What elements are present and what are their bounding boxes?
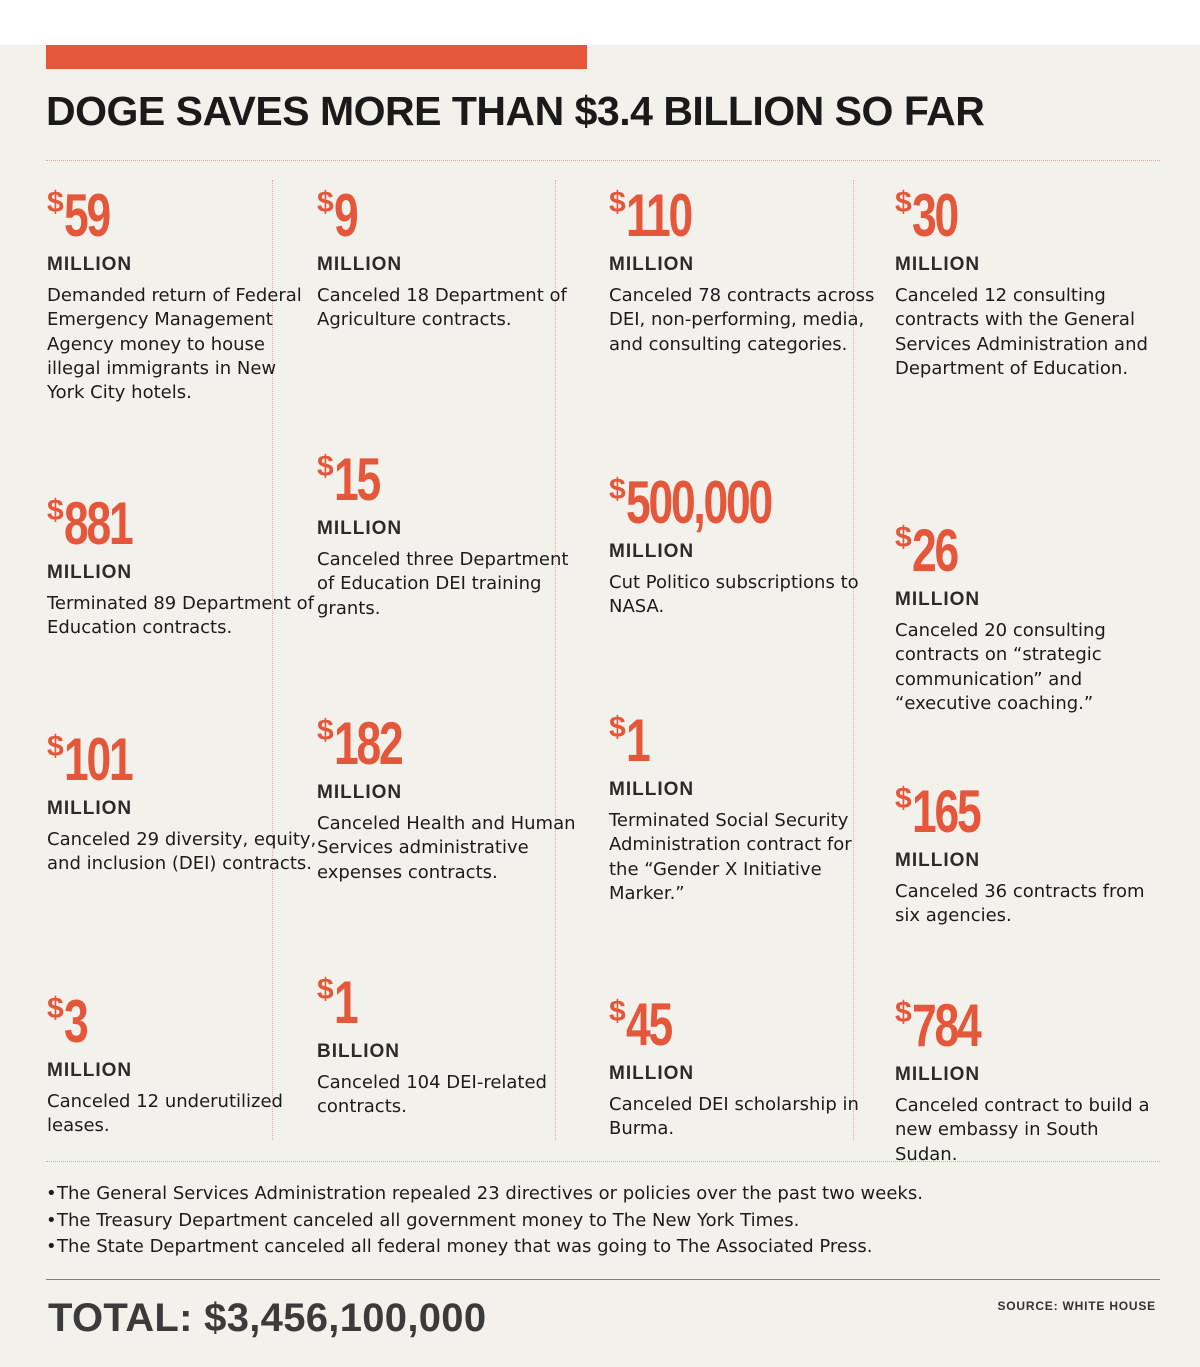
currency-symbol: $: [47, 730, 64, 763]
amount: [47, 182, 317, 249]
item-description: Canceled contract to build a new embassy in South Sudan.: [895, 1095, 1150, 1165]
amount-unit: MILLION: [609, 779, 695, 800]
amount-value: 110: [625, 182, 691, 249]
currency-symbol: $: [895, 996, 912, 1029]
amount: [895, 778, 1165, 845]
amount-unit: MILLION: [47, 562, 133, 583]
currency-symbol: $: [317, 450, 334, 483]
amount-value: 15: [333, 446, 379, 513]
savings-item: [47, 988, 317, 1139]
currency-symbol: $: [895, 521, 912, 554]
divider-top: [46, 160, 1160, 161]
item-description: Canceled 29 diversity, equity, and inclusion (DEI) contracts.: [47, 829, 317, 875]
amount-value: 45: [625, 991, 671, 1058]
amount-unit: MILLION: [609, 541, 695, 562]
amount: [317, 446, 587, 513]
item-description: Canceled 20 consulting contracts on “strategic communication” and “executive coaching.”: [895, 620, 1106, 714]
amount-value: 9: [333, 182, 357, 249]
amount: [609, 469, 879, 536]
item-description: Canceled 12 consulting contracts with the General Services Administration and Department of Education.: [895, 285, 1148, 379]
amount-unit: MILLION: [609, 1063, 695, 1084]
amount-unit: MILLION: [317, 518, 403, 539]
savings-item: [317, 446, 587, 621]
amount: [895, 182, 1165, 249]
item-description: Canceled 104 DEI-related contracts.: [317, 1072, 547, 1118]
divider-total: [46, 1279, 1160, 1280]
amount: [47, 490, 317, 557]
savings-item: [317, 969, 587, 1120]
item-description: Cut Politico subscriptions to NASA.: [609, 572, 859, 618]
item-description: Terminated Social Security Administration contract for the “Gender X Initiative Marker.”: [609, 810, 852, 904]
amount-value: 1: [625, 707, 649, 774]
amount-value: 101: [63, 726, 132, 793]
savings-item: [47, 726, 317, 877]
item-description: Canceled 18 Department of Agriculture contracts.: [317, 285, 567, 331]
amount-value: 26: [911, 517, 957, 584]
amount-value: 30: [911, 182, 957, 249]
amount-unit: MILLION: [609, 254, 695, 275]
amount-unit: MILLION: [317, 254, 403, 275]
amount-value: 881: [63, 490, 132, 557]
amount-unit: MILLION: [895, 589, 981, 610]
amount-unit: MILLION: [47, 798, 133, 819]
top-strip: [0, 0, 1200, 45]
amount-value: 182: [333, 710, 402, 777]
amount: [47, 726, 317, 793]
item-description: Canceled DEI scholarship in Burma.: [609, 1094, 859, 1140]
savings-item: [317, 710, 587, 885]
note-item: [46, 1181, 1146, 1208]
amount-value: 1: [333, 969, 357, 1036]
item-description: Canceled three Department of Education DEI training grants.: [317, 549, 569, 619]
currency-symbol: $: [609, 711, 626, 744]
currency-symbol: $: [47, 186, 64, 219]
divider-notes: [46, 1161, 1160, 1162]
savings-item: [895, 778, 1165, 929]
savings-item: [609, 469, 879, 620]
currency-symbol: $: [47, 992, 64, 1025]
amount: [609, 182, 879, 249]
note-item: [46, 1234, 1146, 1261]
accent-bar: [46, 45, 587, 69]
amount-unit: MILLION: [47, 254, 133, 275]
amount-unit: MILLION: [895, 1064, 981, 1085]
amount-value: 59: [63, 182, 109, 249]
savings-item: [609, 991, 879, 1142]
savings-item: [47, 490, 317, 641]
source-credit: SOURCE: WHITE HOUSE: [997, 1299, 1156, 1313]
amount: [317, 182, 587, 249]
amount-value: 784: [911, 992, 980, 1059]
savings-item: [609, 707, 879, 906]
amount: [609, 707, 879, 774]
savings-item: [895, 517, 1165, 716]
amount-unit: BILLION: [317, 1041, 400, 1062]
amount-unit: MILLION: [895, 850, 981, 871]
currency-symbol: $: [317, 973, 334, 1006]
bullet-icon: •: [46, 1209, 57, 1231]
amount-value: 165: [911, 778, 980, 845]
bullet-icon: •: [46, 1183, 57, 1204]
currency-symbol: $: [609, 473, 626, 506]
currency-symbol: $: [47, 494, 64, 527]
bullet-icon: •: [46, 1236, 57, 1258]
amount-unit: MILLION: [895, 254, 981, 275]
item-description: Terminated 89 Department of Education contracts.: [47, 593, 314, 639]
amount-unit: MILLION: [47, 1060, 133, 1081]
currency-symbol: $: [317, 714, 334, 747]
amount: [609, 991, 879, 1058]
amount: [317, 969, 587, 1036]
currency-symbol: $: [609, 186, 626, 219]
currency-symbol: $: [609, 995, 626, 1028]
savings-item: [317, 182, 587, 333]
item-description: Canceled 36 contracts from six agencies.: [895, 881, 1145, 927]
total-amount: TOTAL: $3,456,100,000: [48, 1296, 487, 1340]
notes-list: [46, 1181, 1146, 1261]
amount: [47, 988, 317, 1055]
savings-item: [895, 992, 1165, 1167]
amount: [317, 710, 587, 777]
amount: [895, 992, 1165, 1059]
currency-symbol: $: [895, 782, 912, 815]
amount-unit: MILLION: [317, 782, 403, 803]
item-description: Canceled Health and Human Services administrative expenses contracts.: [317, 813, 576, 883]
item-description: Canceled 78 contracts across DEI, non-performing, media, and consulting categories.: [609, 285, 875, 355]
savings-item: [47, 182, 317, 405]
note-item: [46, 1208, 1146, 1235]
headline: DOGE SAVES MORE THAN $3.4 BILLION SO FAR: [46, 88, 985, 134]
currency-symbol: $: [895, 186, 912, 219]
amount-value: 500,000: [625, 469, 771, 536]
currency-symbol: $: [317, 186, 334, 219]
item-description: Canceled 12 underutilized leases.: [47, 1091, 283, 1137]
amount-value: 3: [63, 988, 87, 1055]
note-text: The General Services Administration repealed 23 directives or policies over the past two weeks.: [57, 1183, 923, 1204]
savings-item: [895, 182, 1165, 381]
savings-item: [609, 182, 879, 357]
amount: [895, 517, 1165, 584]
note-text: The Treasury Department canceled all government money to The New York Times.: [57, 1209, 800, 1231]
item-description: Demanded return of Federal Emergency Management Agency money to house illegal immigrants in New York City hotels.: [47, 285, 302, 404]
note-text: The State Department canceled all federal money that was going to The Associated Press.: [57, 1236, 873, 1258]
